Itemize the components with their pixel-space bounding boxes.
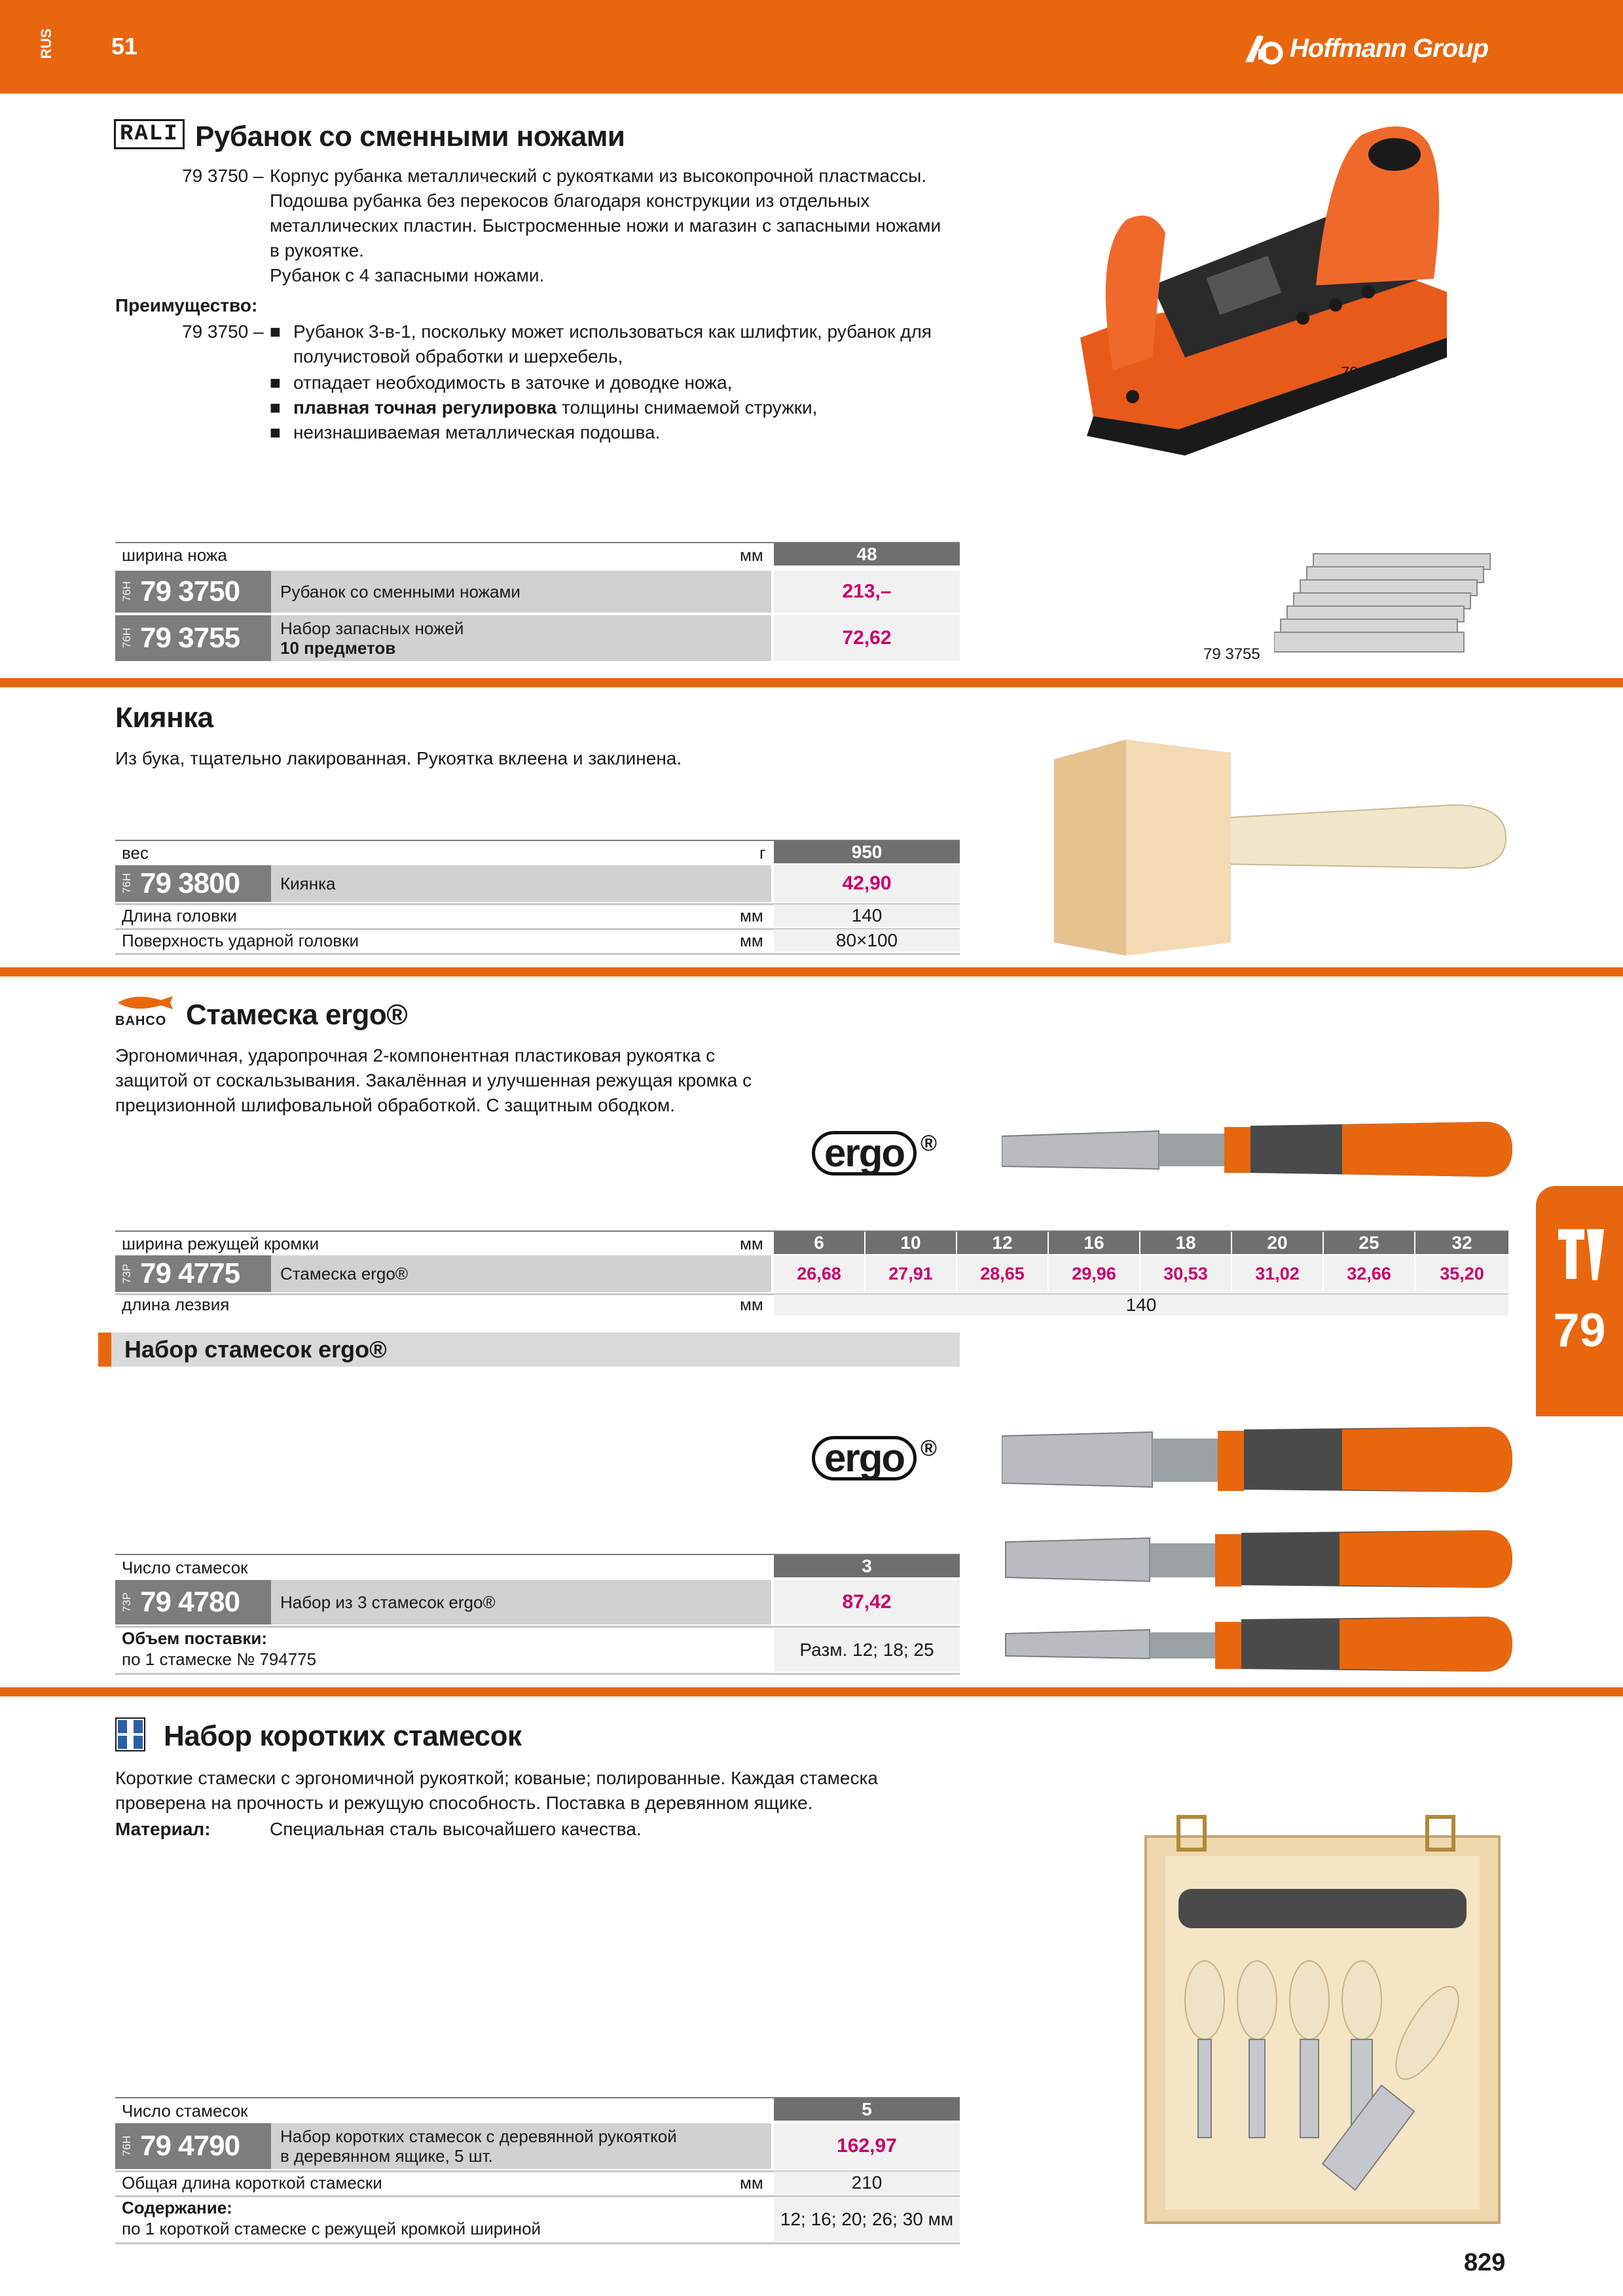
article-desc-line-bold: 10 предметов bbox=[280, 638, 396, 658]
width-12: 12 bbox=[957, 1232, 1048, 1254]
blade-length-unit: мм bbox=[740, 1295, 763, 1314]
blade-length-value: 140 bbox=[774, 1295, 1508, 1316]
article-code: 76H bbox=[120, 628, 133, 649]
advantage-item-1b: получистовой обработки и шерхебель, bbox=[293, 346, 623, 367]
plane-image-label: 79 3750 bbox=[1341, 364, 1398, 382]
width-16: 16 bbox=[1049, 1232, 1139, 1254]
material-value: Специальная сталь высочайшего качества. bbox=[270, 1819, 642, 1839]
price-width-25: 32,66 bbox=[1324, 1255, 1414, 1292]
price-794780: 87,42 bbox=[774, 1580, 960, 1624]
advantage-item-3-bold: плавная точная регулировка bbox=[293, 397, 557, 418]
table-rule bbox=[115, 2195, 960, 2197]
plane-param-label: ширина ножа bbox=[122, 545, 227, 565]
article-box-794790 bbox=[115, 2123, 271, 2169]
short-set-desc-line-2: проверена на прочность и режущую способность. Поставка в деревянном ящике. bbox=[115, 1793, 813, 1813]
plane-param-unit: мм bbox=[740, 545, 763, 565]
mallet-description: Из бука, тщательно лакированная. Рукоятка вклеена и заклинена. bbox=[115, 748, 682, 768]
short-set-desc-line-1: Короткие стамески с эргономичной рукояткой; кованые; полированные. Каждая стамеска bbox=[115, 1768, 878, 1788]
article-number: 79 3755 bbox=[140, 622, 240, 654]
section-divider bbox=[0, 678, 1623, 687]
article-desc-794790 bbox=[271, 2123, 771, 2169]
bahco-fish-icon bbox=[115, 995, 175, 1011]
chisel-set-image bbox=[1002, 1423, 1512, 1678]
ergo-logo-text: ergo bbox=[812, 1131, 917, 1175]
mallet-param-value: 950 bbox=[774, 841, 960, 863]
price-793755: 72,62 bbox=[774, 615, 960, 661]
plane-intro-line-5: Рубанок с 4 запасными ножами. bbox=[270, 265, 545, 285]
spare-knives-image-label: 79 3755 bbox=[1203, 645, 1260, 663]
total-length-value: 210 bbox=[774, 2172, 960, 2194]
table-rule bbox=[115, 953, 960, 955]
advantage-label: Преимущество: bbox=[115, 295, 258, 315]
width-20: 20 bbox=[1232, 1232, 1322, 1254]
advantage-item-3-rest: толщины снимаемой стружки, bbox=[562, 397, 818, 418]
article-desc-793750 bbox=[271, 571, 771, 613]
section-divider bbox=[0, 1687, 1623, 1696]
width-25: 25 bbox=[1324, 1232, 1414, 1254]
page-number: 51 bbox=[111, 33, 138, 60]
advantage-item-1a: Рубанок 3-в-1, поскольку может использоваться как шлифтик, рубанок для bbox=[293, 321, 932, 342]
price-width-10: 27,91 bbox=[866, 1255, 956, 1292]
blade-length-label: длина лезвия bbox=[122, 1295, 230, 1314]
chisel-desc-line-2: защитой от соскальзывания. Закалённая и улучшенная режущая кромка с bbox=[115, 1070, 752, 1090]
rali-brand-logo: RALI bbox=[114, 119, 185, 149]
plane-intro-line-3: металлических пластин. Быстросменные ножи и магазин с запасными ножами bbox=[270, 215, 941, 236]
bahco-brand-text: BAHCO bbox=[115, 1014, 167, 1028]
language-code: RUS bbox=[38, 28, 54, 59]
short-set-param-value: 5 bbox=[774, 2098, 960, 2121]
width-10: 10 bbox=[866, 1232, 956, 1254]
page-header bbox=[0, 0, 1623, 94]
short-set-param-label: Число стамесок bbox=[122, 2101, 248, 2121]
chisel-tools-icon bbox=[1554, 1225, 1607, 1284]
mallet-param-label: вес bbox=[122, 843, 149, 863]
ergo-logo bbox=[812, 1131, 937, 1175]
brand-name: Hoffmann Group bbox=[1290, 33, 1489, 63]
table-rule bbox=[115, 1673, 960, 1675]
quality-mark-icon bbox=[115, 1717, 145, 1751]
article-code: 73P bbox=[120, 1592, 133, 1613]
bahco-brand-logo bbox=[115, 995, 175, 1028]
article-desc-line: Набор запасных ножей bbox=[280, 619, 464, 638]
article-desc-line: Набор коротких стамесок с деревянной рукояткой bbox=[280, 2126, 677, 2146]
supply-value: Разм. 12; 18; 25 bbox=[774, 1628, 960, 1672]
spare-knives-image bbox=[1274, 541, 1497, 665]
chisel-title: Стамеска ergo® bbox=[186, 999, 408, 1031]
chisel-set-param-label: Число стамесок bbox=[122, 1558, 248, 1577]
short-chisel-box-image bbox=[1139, 1810, 1506, 2229]
mallet-title: Киянка bbox=[115, 702, 213, 734]
mallet-head-length-value: 140 bbox=[774, 905, 960, 927]
article-desc-794780 bbox=[271, 1580, 771, 1624]
price-794790: 162,97 bbox=[774, 2123, 960, 2169]
chisel-desc-line-3: прецизионной шлифовальной обработкой. С защитным ободком. bbox=[115, 1095, 676, 1115]
article-desc-line: Рубанок со сменными ножами bbox=[280, 582, 520, 601]
ergo-logo-reg: ® bbox=[921, 1130, 938, 1156]
footer-page-number: 829 bbox=[1464, 2249, 1506, 2276]
price-width-6: 26,68 bbox=[774, 1255, 864, 1292]
article-desc-line: Стамеска ergo® bbox=[280, 1264, 409, 1283]
price-width-32: 35,20 bbox=[1415, 1255, 1508, 1292]
chisel-set-subtitle: Набор стамесок ergo® bbox=[98, 1333, 960, 1367]
article-desc-line: в деревянном ящике, 5 шт. bbox=[280, 2146, 493, 2166]
bullet-1: ■ bbox=[270, 321, 281, 342]
section-divider bbox=[0, 967, 1623, 977]
article-desc-794775 bbox=[271, 1255, 771, 1292]
brand-logo bbox=[1244, 29, 1488, 68]
content-value: 12; 16; 20; 26; 30 мм bbox=[774, 2198, 960, 2241]
chisel-desc-line-1: Эргономичная, ударопрочная 2-компонентная пластиковая рукоятка с bbox=[115, 1045, 716, 1066]
ergo-logo-2 bbox=[812, 1436, 937, 1480]
article-number: 79 3800 bbox=[140, 867, 240, 899]
chisel-image bbox=[1002, 1117, 1512, 1182]
article-box-793800 bbox=[115, 865, 271, 902]
chisel-param-label: ширина режущей кромки bbox=[122, 1234, 319, 1253]
price-793750: 213,– bbox=[774, 571, 960, 613]
content-label: Содержание: bbox=[122, 2198, 232, 2217]
bullet-3: ■ bbox=[270, 397, 281, 418]
mallet-image bbox=[1048, 740, 1519, 956]
chapter-number: 79 bbox=[1553, 1304, 1606, 1357]
article-desc-line: Набор из 3 стамесок ergo® bbox=[280, 1592, 496, 1612]
mallet-head-length-label: Длина головки bbox=[122, 906, 237, 925]
hoffmann-logo-icon bbox=[1244, 32, 1283, 65]
chisel-param-unit: мм bbox=[740, 1234, 763, 1253]
content-text: по 1 короткой стамеске с режущей кромкой шириной bbox=[122, 2219, 541, 2238]
short-set-title: Набор коротких стамесок bbox=[164, 1720, 522, 1752]
article-number: 79 4780 bbox=[140, 1586, 240, 1618]
total-length-unit: мм bbox=[740, 2173, 763, 2193]
article-desc-line: Киянка bbox=[280, 874, 336, 893]
width-18: 18 bbox=[1140, 1232, 1231, 1254]
price-width-12: 28,65 bbox=[957, 1255, 1048, 1292]
advantage-item-3 bbox=[293, 395, 817, 420]
article-number: 79 4790 bbox=[140, 2130, 240, 2162]
chapter-tab[interactable] bbox=[1536, 1186, 1623, 1416]
article-code: 76H bbox=[120, 873, 133, 894]
mallet-face-label: Поверхность ударной головки bbox=[122, 931, 359, 950]
article-box-793755 bbox=[115, 615, 271, 661]
plane-intro-line-1: Корпус рубанка металлический с рукоятками из высокопрочной пластмассы. bbox=[270, 166, 926, 186]
width-32: 32 bbox=[1415, 1232, 1508, 1254]
mallet-face-value: 80×100 bbox=[774, 929, 960, 952]
total-length-label: Общая длина короткой стамески bbox=[122, 2173, 382, 2193]
ergo-logo-text: ergo bbox=[812, 1436, 917, 1480]
plane-intro-line-4: в рукоятке. bbox=[270, 240, 364, 260]
advantage-article: 79 3750 – bbox=[182, 321, 264, 342]
plane-intro-article: 79 3750 – bbox=[182, 166, 264, 186]
ergo-logo-reg: ® bbox=[921, 1435, 938, 1461]
material-label: Материал: bbox=[115, 1819, 211, 1839]
article-code: 76H bbox=[120, 581, 133, 602]
price-width-18: 30,53 bbox=[1140, 1255, 1231, 1292]
article-desc-793800 bbox=[271, 865, 771, 902]
price-width-16: 29,96 bbox=[1049, 1255, 1139, 1292]
plane-intro-line-2: Подошва рубанка без перекосов благодаря конструкции из отдельных bbox=[270, 190, 870, 211]
article-box-793750 bbox=[115, 571, 271, 613]
plane-param-value: 48 bbox=[774, 543, 960, 565]
supply-text: по 1 стамеске № 794775 bbox=[122, 1649, 317, 1669]
plane-title: Рубанок со сменными ножами bbox=[195, 120, 625, 152]
article-box-794780 bbox=[115, 1580, 271, 1624]
article-number: 79 4775 bbox=[140, 1257, 240, 1289]
price-width-20: 31,02 bbox=[1232, 1255, 1322, 1292]
table-rule bbox=[115, 2242, 960, 2244]
bullet-4: ■ bbox=[270, 422, 281, 442]
width-6: 6 bbox=[774, 1232, 864, 1254]
article-code: 73P bbox=[120, 1263, 133, 1284]
article-code: 76H bbox=[120, 2136, 133, 2157]
mallet-param-unit: г bbox=[759, 843, 766, 863]
article-box-794775 bbox=[115, 1255, 271, 1292]
advantage-item-4: неизнашиваемая металлическая подошва. bbox=[293, 422, 661, 442]
bullet-2: ■ bbox=[270, 372, 281, 393]
supply-label: Объем поставки: bbox=[122, 1628, 268, 1648]
advantage-item-2: отпадает необходимость в заточке и доводке ножа, bbox=[293, 372, 733, 393]
mallet-face-unit: мм bbox=[740, 931, 763, 950]
article-number: 79 3750 bbox=[140, 575, 240, 607]
plane-image bbox=[1054, 122, 1473, 462]
table-rule bbox=[115, 1626, 960, 1628]
article-desc-793755 bbox=[271, 615, 771, 661]
mallet-head-length-unit: мм bbox=[740, 906, 763, 925]
price-793800: 42,90 bbox=[774, 865, 960, 902]
chisel-set-param-value: 3 bbox=[774, 1555, 960, 1577]
